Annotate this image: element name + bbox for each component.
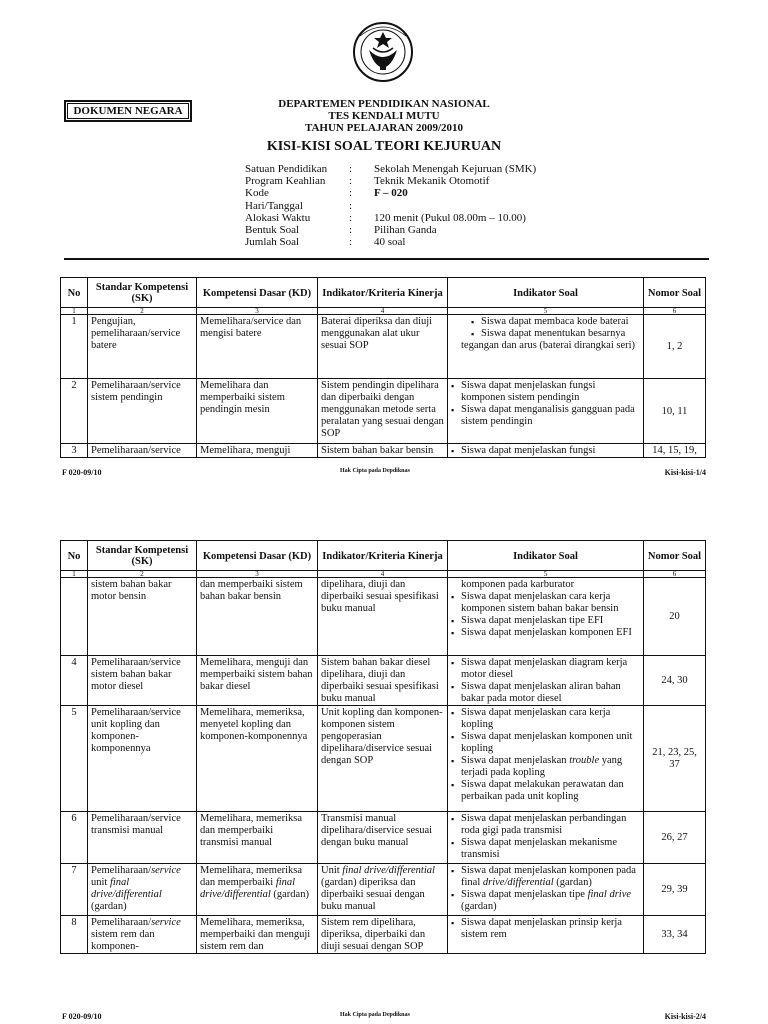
sk-text-italic: service (151, 917, 181, 928)
row-sk: Pemeliharaan/service sistem pendingin (88, 379, 197, 444)
table-row (61, 578, 706, 656)
sk-text: sistem rem dan komponen- (91, 929, 155, 952)
row-nomor-soal: 26, 27 (644, 812, 706, 864)
table-row (61, 812, 706, 864)
row-indikator-soal (448, 444, 644, 458)
row-no: 3 (61, 444, 88, 458)
info-value: Teknik Mekanik Otomotif (374, 175, 490, 188)
page-title: KISI-KISI SOAL TEORI KEJURUAN (266, 139, 502, 154)
col-header-indikator: Indikator/Kriteria Kinerja (318, 278, 448, 308)
soal-text: Siswa dapat menjelaskan tipe (461, 889, 588, 900)
soal-item (461, 889, 640, 913)
soal-text: Siswa dapat menjelaskan komponen pada final (461, 865, 636, 888)
info-label: Kode (245, 187, 269, 200)
footer-code: F 020-09/10 (62, 468, 102, 477)
kisi-kisi-table-page-1 (60, 277, 706, 458)
ind-text: Unit (321, 865, 343, 876)
row-no (61, 578, 88, 656)
soal-item: ▪ Siswa dapat menjelaskan prinsip kerja sistem rem (461, 917, 640, 941)
row-indikator: Transmisi manual dipelihara/diservice sesuai dengan buku manual (318, 812, 448, 864)
column-number-row (61, 571, 706, 578)
soal-item (461, 755, 640, 779)
col-number: 5 (448, 571, 644, 578)
row-sk: sistem bahan bakar motor bensin (88, 578, 197, 656)
row-indikator-soal (448, 916, 644, 954)
academic-year: TAHUN PELAJARAN 2009/2010 (304, 122, 464, 134)
table-row (61, 444, 706, 458)
info-value: Pilihan Ganda (374, 223, 437, 236)
page-2 (0, 540, 768, 1024)
row-kd: Memelihara, menguji (197, 444, 318, 458)
col-number: 2 (88, 571, 197, 578)
row-no: 8 (61, 916, 88, 954)
soal-text-italic: final drive (587, 889, 632, 900)
row-no: 1 (61, 315, 88, 379)
row-nomor-soal: 10, 11 (644, 379, 706, 444)
soal-text: Siswa dapat menjelaskan (461, 755, 570, 766)
row-sk (88, 864, 197, 916)
kd-text-italic: final drive/differential (200, 877, 296, 900)
row-no: 5 (61, 706, 88, 812)
row-indikator-soal (448, 379, 644, 444)
sk-text: Pemeliharaan/ (91, 917, 152, 928)
soal-text: (gardan) (553, 877, 592, 888)
row-nomor-soal: 33, 34 (644, 916, 706, 954)
row-no: 2 (61, 379, 88, 444)
row-kd: Memelihara, memeriksa, memperbaiki dan menguji sistem rem dan (197, 916, 318, 954)
row-nomor-soal: 24, 30 (644, 656, 706, 706)
sk-text: unit (91, 877, 110, 888)
row-sk: Pemeliharaan/service sistem bahan bakar motor diesel (88, 656, 197, 706)
table-row (61, 315, 706, 379)
soal-text-italic: drive/differential (482, 877, 554, 888)
row-indikator-soal (448, 315, 644, 379)
row-indikator-soal (448, 812, 644, 864)
footer-copyright: Hak Cipta pada Depdiknas (340, 1012, 410, 1018)
sk-text: (gardan) (91, 901, 127, 912)
footer-page-number: Kisi-kisi-1/4 (664, 468, 706, 477)
col-number: 4 (318, 308, 448, 315)
kd-text: Memelihara, memeriksa dan memperbaiki (200, 865, 303, 888)
info-label: Hari/Tanggal (245, 199, 303, 212)
col-number: 3 (197, 571, 318, 578)
info-colon: : (349, 236, 353, 249)
test-title: TES KENDALI MUTU (328, 110, 440, 122)
soal-item: ▪ Siswa dapat menjelaskan cara kerja komponen sistem bahan bakar bensin (461, 591, 640, 615)
col-header-no: No (61, 278, 88, 308)
row-indikator-soal (448, 864, 644, 916)
col-header-sk: Standar Kompetensi (SK) (88, 278, 197, 308)
soal-continuation: komponen pada karburator (461, 579, 575, 590)
sk-text-italic: service (151, 865, 181, 876)
header-divider (64, 258, 709, 260)
row-indikator: dipelihara, diuji dan diperbaiki sesuai spesifikasi buku manual (318, 578, 448, 656)
col-header-no: No (61, 541, 88, 571)
row-sk: Pemeliharaan/service (88, 444, 197, 458)
info-label: Jumlah Soal (245, 236, 300, 249)
table-row (61, 379, 706, 444)
row-no: 6 (61, 812, 88, 864)
table-row (61, 864, 706, 916)
kisi-kisi-table-page-2 (60, 540, 706, 954)
info-value: 120 menit (Pukul 08.00m – 10.00) (374, 211, 526, 224)
footer-copyright: Hak Cipta pada Depdiknas (340, 468, 410, 474)
soal-item: ▪ Siswa dapat menjelaskan fungsi komponen sistem pendingin (461, 380, 640, 404)
soal-text-italic: trouble (569, 755, 600, 766)
row-nomor-soal: 20 (644, 578, 706, 656)
row-no: 4 (61, 656, 88, 706)
col-header-indikator-soal: Indikator Soal (448, 541, 644, 571)
row-indikator-soal (448, 706, 644, 812)
row-indikator: Baterai diperiksa dan diuji menggunakan alat ukur sesuai SOP (318, 315, 448, 379)
soal-item: ▪ Siswa dapat menjelaskan mekanisme transmisi (461, 837, 640, 861)
info-label: Bentuk Soal (245, 223, 300, 236)
col-number: 3 (197, 308, 318, 315)
info-value: 40 soal (374, 236, 406, 249)
row-nomor-soal: 29, 39 (644, 864, 706, 916)
sk-text: Pemeliharaan/ (91, 865, 152, 876)
info-colon: : (349, 187, 353, 200)
col-number: 1 (61, 571, 88, 578)
info-value: Sekolah Menengah Kejuruan (SMK) (374, 163, 537, 175)
row-indikator: Sistem pendingin dipelihara dan diperbaiki dengan menggunakan metode serta peralatan yang sesuai dengan SOP (318, 379, 448, 444)
column-number-row (61, 308, 706, 315)
soal-item: ▪ Siswa dapat menjelaskan aliran bahan bakar pada motor diesel (461, 681, 640, 705)
info-colon: : (349, 211, 353, 224)
row-kd: Memelihara, menguji dan memperbaiki sistem bahan bakar diesel (197, 656, 318, 706)
col-number: 1 (61, 308, 88, 315)
soal-item: ▪ Siswa dapat menjelaskan tipe EFI (461, 615, 640, 627)
col-header-indikator: Indikator/Kriteria Kinerja (318, 541, 448, 571)
row-indikator-soal (448, 578, 644, 656)
soal-item: ▪ Siswa dapat menentukan besarnya tegangan dan arus (baterai dirangkai seri) (461, 328, 640, 352)
col-number: 2 (88, 308, 197, 315)
sk-text-italic: final drive/differential (91, 877, 162, 900)
row-sk (88, 916, 197, 954)
row-kd: Memelihara, memeriksa dan memperbaiki transmisi manual (197, 812, 318, 864)
row-indikator-soal (448, 656, 644, 706)
row-kd: Memelihara dan memperbaiki sistem pendingin mesin (197, 379, 318, 444)
soal-text: (gardan) (461, 901, 497, 912)
row-sk: Pemeliharaan/service transmisi manual (88, 812, 197, 864)
col-number: 6 (644, 308, 706, 315)
kd-text: (gardan) (270, 889, 309, 900)
soal-item: ▪ Siswa dapat menjelaskan komponen unit kopling (461, 731, 640, 755)
soal-item: ▪ Siswa dapat menjelaskan komponen EFI (461, 627, 640, 639)
soal-item (461, 865, 640, 889)
soal-item: ▪ Siswa dapat melakukan perawatan dan perbaikan pada unit kopling (461, 779, 640, 803)
footer-page-number: Kisi-kisi-2/4 (664, 1012, 706, 1021)
row-indikator: Sistem bahan bakar diesel dipelihara, diuji dan diperbaiki sesuai spesifikasi buku manual (318, 656, 448, 706)
col-header-nomor-soal: Nomor Soal (644, 541, 706, 571)
row-sk: Pemeliharaan/service unit kopling dan komponen-komponennya (88, 706, 197, 812)
soal-item: ▪ Siswa dapat menjelaskan fungsi (461, 445, 640, 457)
row-no: 7 (61, 864, 88, 916)
table-header-row (61, 278, 706, 308)
row-kd: Memelihara/service dan mengisi batere (197, 315, 318, 379)
soal-text: yang terjadi pada kopling (461, 755, 623, 778)
info-value: F – 020 (374, 187, 408, 200)
row-kd: dan memperbaiki sistem bahan bakar bensin (197, 578, 318, 656)
col-header-indikator-soal: Indikator Soal (448, 278, 644, 308)
row-kd (197, 864, 318, 916)
row-sk: Pengujian, pemeliharaan/service batere (88, 315, 197, 379)
table-row (61, 916, 706, 954)
info-colon: : (349, 199, 353, 212)
page-1 (0, 0, 768, 486)
table-row (61, 656, 706, 706)
info-colon: : (349, 163, 353, 175)
info-label: Alokasi Waktu (245, 211, 311, 224)
department-title: DEPARTEMEN PENDIDIKAN NASIONAL (278, 98, 490, 110)
row-nomor-soal: 21, 23, 25, 37 (644, 706, 706, 812)
ind-text: (gardan) diperiksa dan diperbaiki sesuai dengan buku manual (321, 877, 425, 912)
table-header-row (61, 541, 706, 571)
row-indikator: Sistem rem dipelihara, diperiksa, diperbaiki dan diuji sesuai dengan SOP (318, 916, 448, 954)
footer-code: F 020-09/10 (62, 1012, 102, 1021)
col-header-nomor-soal: Nomor Soal (644, 278, 706, 308)
col-header-sk: Standar Kompetensi (SK) (88, 541, 197, 571)
tut-wuri-handayani-logo (346, 20, 420, 84)
row-indikator: Sistem bahan bakar bensin (318, 444, 448, 458)
info-label: Program Keahlian (245, 175, 326, 188)
row-indikator: Unit kopling dan komponen-komponen sistem pengoperasian dipelihara/diservice sesuai dengan SOP (318, 706, 448, 812)
soal-item: ▪ Siswa dapat menjelaskan perbandingan roda gigi pada transmisi (461, 813, 640, 837)
row-kd: Memelihara, memeriksa, menyetel kopling dan komponen-komponennya (197, 706, 318, 812)
col-header-kd: Kompetensi Dasar (KD) (197, 278, 318, 308)
table-row (61, 706, 706, 812)
info-colon: : (349, 175, 353, 188)
info-colon: : (349, 223, 353, 236)
dokumen-negara-label: DOKUMEN NEGARA (64, 100, 192, 122)
col-number: 6 (644, 571, 706, 578)
row-indikator (318, 864, 448, 916)
ind-text-italic: final drive/differential (342, 865, 435, 876)
soal-item: ▪ Siswa dapat menganalisis gangguan pada sistem pendingin (461, 404, 640, 428)
soal-item: ▪ Siswa dapat menjelaskan cara kerja kopling (461, 707, 640, 731)
soal-item: ▪ Siswa dapat menjelaskan diagram kerja motor diesel (461, 657, 640, 681)
row-nomor-soal: 14, 15, 19, (644, 444, 706, 458)
col-header-kd: Kompetensi Dasar (KD) (197, 541, 318, 571)
info-label: Satuan Pendidikan (245, 163, 328, 175)
row-nomor-soal: 1, 2 (644, 315, 706, 379)
col-number: 5 (448, 308, 644, 315)
soal-item: ▪ Siswa dapat membaca kode baterai (461, 316, 640, 328)
col-number: 4 (318, 571, 448, 578)
